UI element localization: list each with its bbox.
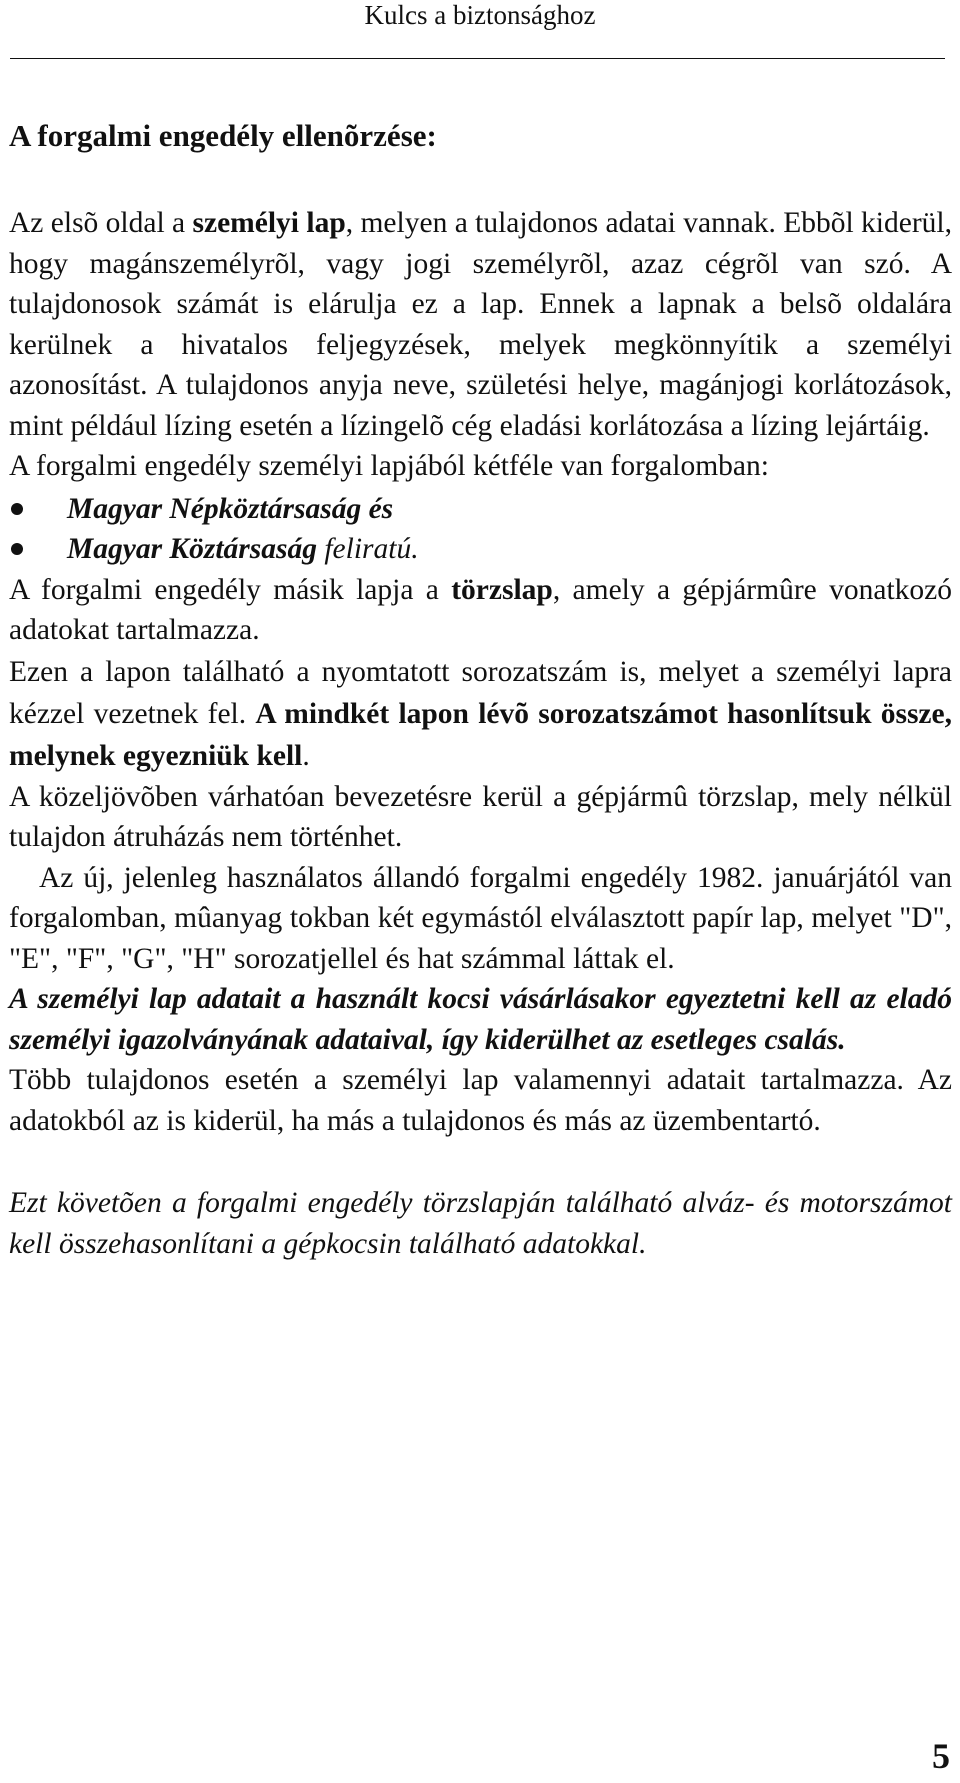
bullet-dot-icon: [11, 543, 23, 555]
bullet-list: [9, 489, 952, 570]
section-title: A forgalmi engedély ellenõrzése:: [9, 118, 437, 153]
text-run: Ezen a lapon található a nyomtatott sorozatszám is, melyet a személyi lapra kézzel vezetnek fel.: [9, 655, 952, 730]
bullet-item-1: [9, 489, 952, 530]
bold-serial-warning: A mindkét lapon lévõ sorozatszámot hasonlítsuk össze, melynek egyezniük kell: [9, 697, 952, 772]
bullet-dot-icon: [11, 503, 23, 515]
text-run: , amely a gépjármûre vonatkozó adatokat tartalmazza.: [9, 573, 952, 646]
bullet-item-2: [9, 529, 952, 570]
text-run: Az elsõ oldal a: [9, 207, 193, 239]
text-run: A forgalmi engedély másik lapja a: [9, 573, 452, 606]
bullet-text: Magyar Népköztársaság és: [67, 492, 394, 525]
header-rule: [10, 58, 945, 59]
body-text: [9, 203, 952, 1264]
paragraph-permanent-license: Az új, jelenleg használatos állandó forgalmi engedély 1982. januárjától van forgalomban, mûanyag tokban két egymástól elválasztott papír lap, melyet "D", "E", "F", "G", "H" sorozatjellel és hat számmal láttak el.: [9, 861, 952, 975]
bold-term-registration-page: törzslap: [451, 573, 553, 606]
paragraph-serial-number: [9, 651, 952, 777]
paragraph-two-kinds: A forgalmi engedély személyi lapjából kétféle van forgalomban:: [9, 450, 769, 482]
paragraph-fraud-warning: A személyi lap adatait a használt kocsi vásárlásakor egyeztetni kell az eladó személyi igazolványának adataival, így kiderülhet az esetleges csalás.: [9, 983, 952, 1056]
text-run: .: [302, 739, 310, 772]
bullet-text-bold: Magyar Köztársaság: [67, 533, 317, 565]
paragraph-first-page-intro: [9, 203, 952, 446]
text-run: , melyen a tulajdonos adatai vannak. Ebbõl kiderül, hogy magánszemélyrõl, vagy jogi személyrõl, azaz cégrõl van szó. A tulajdonosok számát is elárulja ez a lap. Ennek a lapnak a belsõ oldalára kerülnek a hivatalos feljegyzések, melyek megkönnyítik a személyi azonosítást. A tulajdonos anyja neve, születési helye, magánjogi korlátozások, mint például lízing esetén a lízingelõ cég eladási korlátozása a lízing lejártáig.: [9, 207, 952, 442]
bullet-text: feliratú.: [316, 533, 419, 565]
paragraph-gap: [9, 1141, 952, 1183]
bold-term-personal-page: személyi lap: [192, 207, 346, 239]
running-header: Kulcs a biztonsághoz: [364, 0, 596, 30]
paragraph-future-registration: A közeljövõben várhatóan bevezetésre kerül a gépjármû törzslap, mely nélkül tulajdon átruházás nem történhet.: [9, 780, 952, 853]
paragraph-chassis-engine: Ezt követõen a forgalmi engedély törzslapján található alváz- és motorszámot kell összehasonlítani a gépkocsin található adatokkal.: [9, 1187, 952, 1260]
page-number: 5: [932, 1736, 950, 1776]
paragraph-registration-page: [9, 570, 952, 651]
paragraph-multiple-owners: Több tulajdonos esetén a személyi lap valamennyi adatait tartalmazza. Az adatokból az is kiderül, ha más a tulajdonos és más az üzembentartó.: [9, 1064, 952, 1137]
